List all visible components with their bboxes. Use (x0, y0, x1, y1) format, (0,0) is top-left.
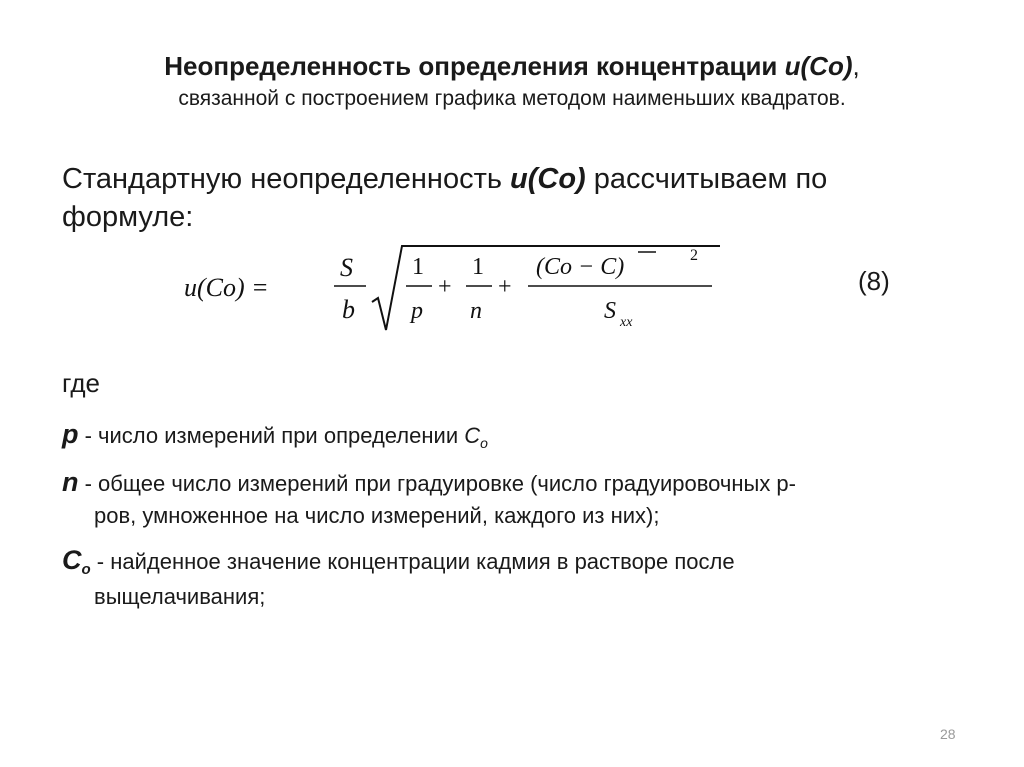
formula-one-n: 1 (472, 254, 484, 280)
definition-continuation: выщелачивания; (94, 584, 266, 609)
equation-number: (8) (858, 266, 890, 296)
definition-symbol: C (62, 545, 82, 575)
formula-numerator: (Co − C) (536, 254, 625, 280)
intro-paragraph (62, 160, 962, 236)
formula-one-p: 1 (412, 254, 424, 280)
formula-denominator-sub: xx (620, 315, 633, 330)
formula-denominator: S (604, 298, 616, 324)
title-main-text: Неопределенность определения концентрации (164, 51, 785, 81)
formula (180, 238, 740, 338)
formula-svg (180, 238, 740, 338)
title-main (0, 48, 1024, 84)
title-comma: , (852, 51, 860, 81)
where-label: где (62, 368, 100, 398)
formula-plus-2: + (498, 274, 512, 300)
slide-title (0, 48, 1024, 114)
formula-plus-1: + (438, 274, 452, 300)
formula-n: n (470, 298, 482, 324)
definition-subscript: o (81, 561, 91, 578)
definition-co (62, 544, 962, 613)
formula-lhs: u(Co) = (184, 273, 269, 302)
formula-S: S (340, 253, 353, 282)
page-number: 28 (940, 726, 956, 742)
intro-variable: u(Co) (510, 163, 586, 195)
title-variable: u(Co) (784, 51, 853, 81)
definition-symbol: n (62, 467, 79, 497)
definition-text: - найденное значение концентрации кадмия в растворе после (90, 549, 735, 574)
definition-text: - общее число измерений при градуировке (число градуировочных р- (78, 471, 796, 496)
formula-b: b (342, 295, 355, 324)
definition-n (62, 466, 962, 532)
definition-symbol: p (62, 419, 79, 449)
definition-tail-symbol: C (464, 423, 481, 448)
definition-continuation: ров, умноженное на число измерений, каждого из них); (94, 503, 660, 528)
definition-text: - число измерений при определении (78, 423, 465, 448)
title-subtitle: связанной с построением графика методом наименьших квадратов. (178, 87, 846, 110)
definition-tail-sub: o (480, 435, 488, 451)
definition-p (62, 418, 962, 454)
formula-exponent: 2 (690, 247, 698, 264)
intro-text-before: Стандартную неопределенность (62, 163, 511, 195)
intro-text-after: рассчитываем по формуле: (62, 163, 828, 233)
formula-p: p (411, 298, 423, 324)
